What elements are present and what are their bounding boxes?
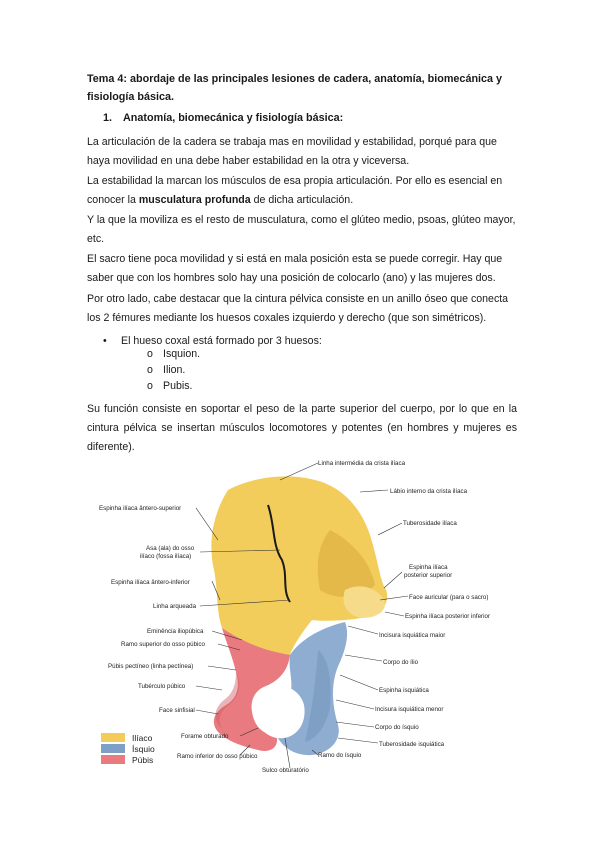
- label-face-auricular: Face auricular (para o sacro): [409, 594, 489, 601]
- paragraph-3: Y la que la moviliza es el resto de musculatura, como el glúteo medio, psoas, glúteo mayor, etc.: [87, 214, 516, 245]
- label-labio-interno: Lábio interno da crista ilíaca: [390, 488, 468, 495]
- legend-swatch-iliaco: [101, 733, 125, 742]
- paragraph-2-text-b: de dicha articulación.: [250, 194, 354, 206]
- section-title: Anatomía, biomecánica y fisiología básica:: [123, 112, 344, 124]
- sub-marker: o: [147, 380, 153, 392]
- label-tuberosidade-iliaca: Tuberosidade ilíaca: [403, 520, 457, 527]
- paragraph-5: Por otro lado, cabe destacar que la cintura pélvica consiste en un anillo óseo que conecta los 2 fémures mediante los huesos coxales izquierdo y derecho (que son simétricos).: [87, 293, 509, 324]
- legend-label-pubis: Púbis: [132, 755, 154, 765]
- paragraph-2-bold: musculatura profunda: [138, 194, 251, 206]
- label-espinha-post-inf: Espinha ilíaca posterior inferior: [405, 613, 490, 620]
- label-corpo-ilio: Corpo do ílio: [383, 659, 419, 666]
- section-heading: [103, 112, 343, 124]
- label-tuberculo-pubico: Tubérculo púbico: [138, 683, 186, 690]
- sub-marker: o: [147, 364, 153, 376]
- sub-item-pubis: [147, 380, 192, 392]
- sub-item-text: Isquion.: [163, 348, 201, 360]
- paragraph-4: El sacro tiene poca movilidad y si está en mala posición esta se puede corregir. Hay que saber que con los hombres solo hay una posición de colocarlo (ano) y las mujeres dos.: [87, 253, 503, 284]
- label-ramo-superior-pubico: Ramo superior do osso púbico: [121, 641, 205, 648]
- label-espinha-post-sup-1: Espinha ilíaca: [409, 564, 448, 571]
- label-asa-2: ilíaco (fossa ilíaca): [140, 553, 192, 560]
- paragraph-6: Su función consiste en soportar el peso de la parte superior del cuerpo, por lo que en la cintura pélvica se insertan músculos locomotores y potentes (en hombres y mujeres es diferente).: [87, 403, 517, 453]
- label-eminencia: Eminência iliopúbica: [147, 628, 204, 635]
- label-linha-intermedia: Linha intermédia da crista ilíaca: [318, 460, 406, 467]
- label-forame-obturado: Forame obturado: [181, 733, 229, 740]
- bullet-text: El hueso coxal está formado por 3 huesos:: [121, 335, 322, 347]
- paragraph-2: [87, 172, 517, 210]
- document-title: Tema 4: abordaje de las principales lesiones de cadera, anatomía, biomecánica y fisiología básica.: [87, 73, 503, 103]
- bullet-item: [103, 333, 322, 349]
- paragraph-2-text-a: La estabilidad la marcan los músculos de esa propia articulación. Por ello es esencial en conocer la: [87, 175, 503, 206]
- label-asa-1: Asa (ala) do osso: [146, 545, 195, 552]
- sub-item-text: Ilion.: [163, 364, 186, 376]
- label-tuberosidade-isquiatica: Tuberosidade isquiática: [379, 741, 445, 748]
- sub-item-ilion: [147, 364, 185, 376]
- legend-label-isquio: Ísquio: [132, 744, 155, 754]
- hip-bone-figure: [0, 450, 600, 780]
- label-pubis-pectineo: Púbis pectíneo (linha pectínea): [108, 663, 194, 670]
- label-sulco-obturatorio: Sulco obturatório: [262, 767, 309, 774]
- label-espinha-ant-sup: Espinha ilíaca ântero-superior: [99, 505, 182, 512]
- figure-legend: [101, 733, 155, 765]
- legend-swatch-pubis: [101, 755, 125, 764]
- label-linha-arqueada: Linha arqueada: [153, 603, 197, 610]
- section-number: 1.: [103, 112, 113, 124]
- label-ramo-isquio: Ramo do ísquio: [318, 752, 362, 759]
- label-espinha-ant-inf: Espinha ilíaca ântero-inferior: [111, 579, 190, 586]
- label-corpo-isquio: Corpo do ísquio: [375, 724, 419, 731]
- paragraph-1: La articulación de la cadera se trabaja mas en movilidad y estabilidad, porqué para que haya movilidad en una debe haber estabilidad en la otra y viceversa.: [87, 136, 497, 167]
- sub-item-isquion: [147, 348, 200, 360]
- label-face-sinfisial: Face sinfisial: [159, 707, 195, 714]
- legend-swatch-isquio: [101, 744, 125, 753]
- bullet-marker: •: [103, 335, 107, 347]
- label-espinha-isquiatica: Espinha isquiática: [379, 687, 429, 694]
- legend-label-iliaco: Ilíaco: [132, 733, 153, 743]
- label-espinha-post-sup-2: posterior superior: [404, 572, 453, 579]
- label-incisura-menor: Incisura isquiática menor: [375, 706, 444, 713]
- sub-marker: o: [147, 348, 153, 360]
- label-ramo-inferior-pubico: Ramo inferior do osso púbico: [177, 753, 258, 760]
- label-incisura-maior: Incisura isquiática maior: [379, 632, 446, 639]
- sub-item-text: Pubis.: [163, 380, 193, 392]
